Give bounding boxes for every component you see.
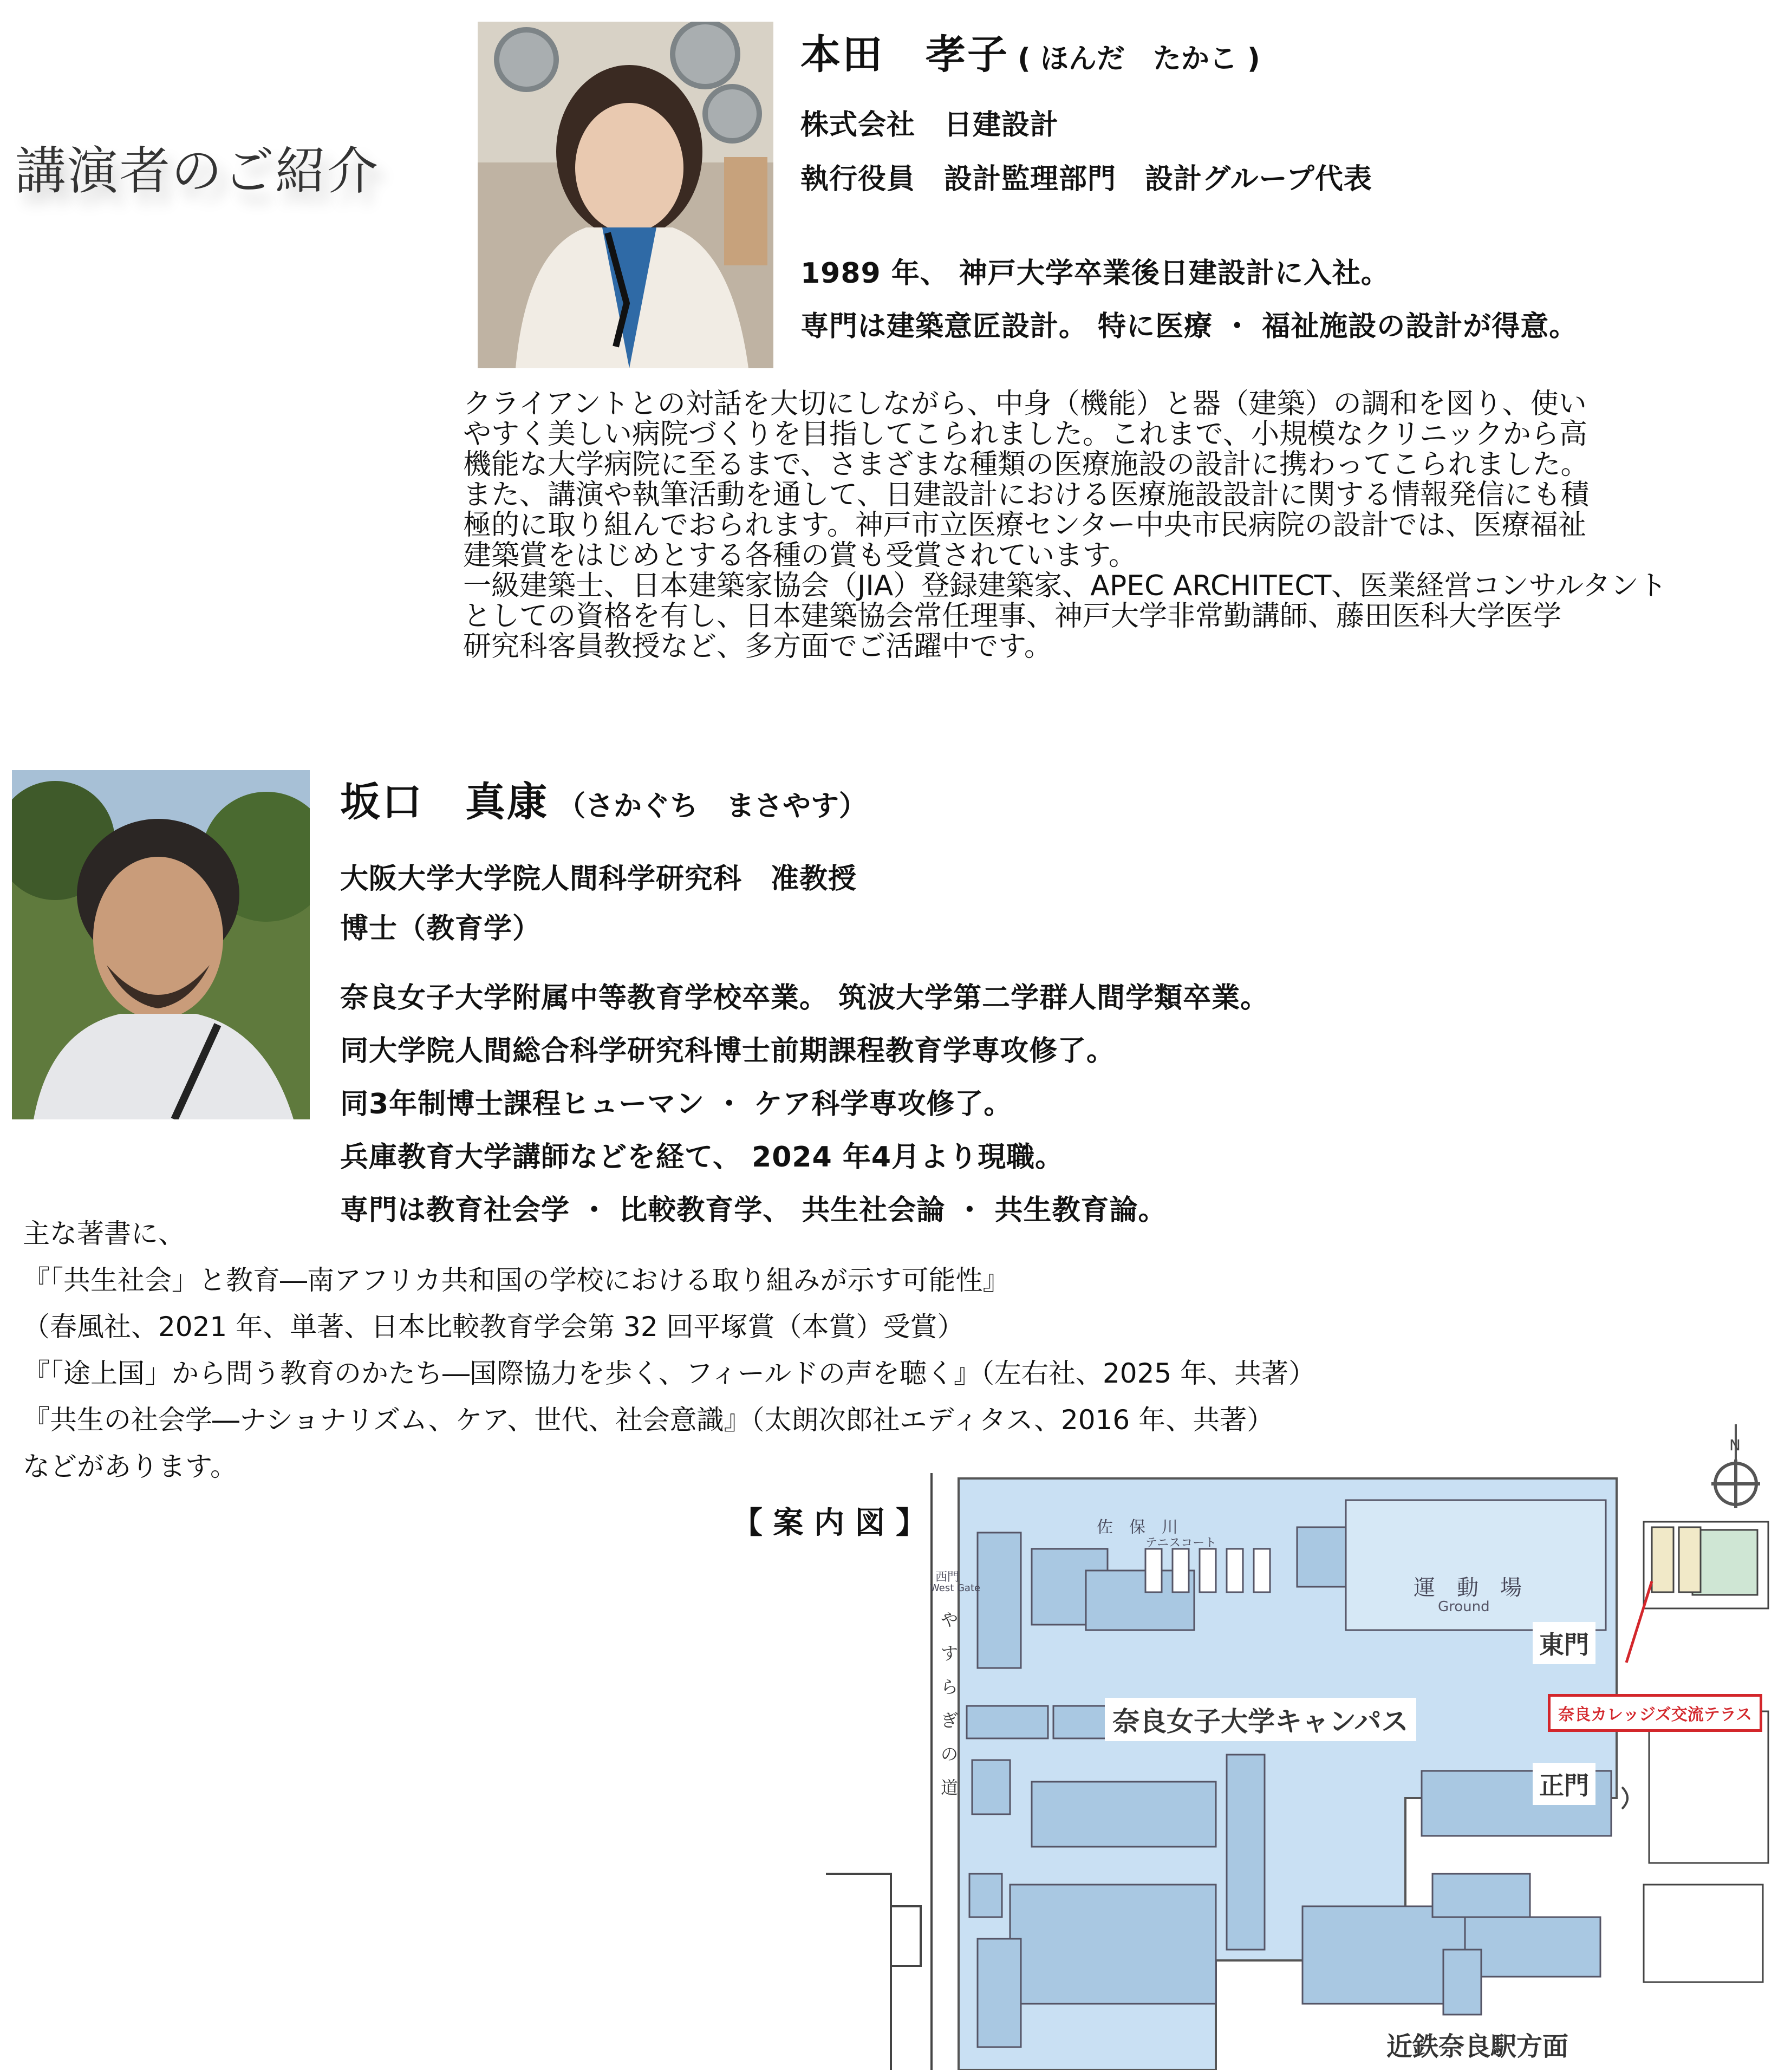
book-2: 『「途上国」から問う教育のかたち―国際協力を歩く、フィールドの声を聴く』（左右社、2025 年、共著） (23, 1358, 1316, 1389)
speaker1-org-line-1: 株式会社 日建設計 (800, 109, 1059, 141)
tennis-court-label: テニスコート (1145, 1536, 1217, 1550)
east-gate-label[interactable]: 東門 (1533, 1622, 1595, 1664)
speaker1-bio: クライアントとの対話を大切にしながら、中身（機能）と器（建築）の調和を図り、使い やすく美しい病院づくりを目指してこられました。これまで、小規模なクリニックから高 機能な大学病院に至るまで、さまざまな種類の医療施設の設計に携わってこられました。 また、講演や執筆活動を通して、日建設計における医療施設設計に関する情報発信にも積 極的に取り組んでおられます。神戸市立医療センター中央市民病院の設計では、医療福祉 建築賞をはじめとする各種の賞も受賞されています。 一級建築士、日本建築家協会（JIA）登録建築家、APEC ARCHITECT、医業経営コンサルタント としての資格を有し、日本建築協会常任理事、神戸大学非常勤講師、藤田医科大学医学 研究科客員教授など、多方面でご活躍中です。 (463, 388, 1667, 663)
speaker2-career-line-2: 同大学院人間総合科学研究科博士前期課程教育学専攻修了。 (340, 1035, 1116, 1067)
speaker1-kana: ( ほんだ たかこ ) (1018, 43, 1260, 75)
speaker2-career-line-3: 同3年制博士課程ヒューマン ・ ケア科学専攻修了。 (340, 1088, 1013, 1120)
speaker1-org-line-2: 執行役員 設計監理部門 設計グループ代表 (800, 163, 1372, 196)
speaker1-name-row (800, 23, 1260, 80)
speaker1-photo (478, 22, 773, 368)
speaker2-kana: （さかぐち まさやす） (557, 790, 868, 823)
speaker2-org-line-2: 博士（教育学） (340, 913, 542, 945)
map-title: 【 案 内 図 】 (732, 1506, 926, 1541)
speaker1-name: 本田 孝子 (800, 31, 1009, 78)
book-1-info: （春風社、2021 年、単著、日本比較教育学会第 32 回平塚賞（本賞）受賞） (23, 1311, 965, 1343)
ground-label-en: Ground (1438, 1599, 1490, 1615)
speaker2-portrait-image (12, 770, 310, 1119)
river-label: 佐 保 川 (1097, 1518, 1178, 1537)
north-label: N (1729, 1436, 1741, 1454)
book-3: 『共生の社会学―ナショナリズム、ケア、世代、社会意識』（太朗次郎社エディタス、2016 年、共著） (23, 1404, 1274, 1436)
book-1-title: 『「共生社会」と教育―南アフリカ共和国の学校における取り組みが示す可能性』 (23, 1265, 1010, 1296)
books-closing: などがあります。 (23, 1451, 237, 1482)
terrace-label[interactable]: 奈良カレッジズ交流テラス (1548, 1694, 1762, 1732)
books-intro: 主な著書に、 (23, 1218, 185, 1249)
ground-label: 運 動 場 (1414, 1575, 1522, 1600)
main-gate-label[interactable]: 正門 (1533, 1763, 1595, 1805)
speaker2-career-line-5: 専門は教育社会学 ・ 比較教育学、 共生社会論 ・ 共生教育論。 (340, 1194, 1167, 1227)
station-direction-label: 近鉄奈良駅方面 (1386, 2031, 1569, 2062)
speaker1-career-line-1: 1989 年、 神戸大学卒業後日建設計に入社。 (800, 257, 1390, 290)
west-gate-label: 西門 (935, 1571, 960, 1584)
west-gate-en: West Gate (930, 1582, 981, 1594)
speaker2-career-line-1: 奈良女子大学附属中等教育学校卒業。 筑波大学第二学群人間学類卒業。 (340, 982, 1269, 1014)
speaker1-portrait-image (478, 22, 773, 368)
campus-label: 奈良女子大学キャンパス (1105, 1698, 1416, 1741)
page-heading: 講演者のご紹介 (15, 142, 380, 201)
road-label: やすらぎの道 (941, 1610, 959, 1798)
campus-map (826, 1408, 1779, 2070)
speaker2-name: 坂口 真康 (340, 779, 549, 825)
speaker1-career-line-2: 専門は建築意匠設計。 特に医療 ・ 福祉施設の設計が得意。 (800, 310, 1578, 343)
speaker2-org-line-1: 大阪大学大学院人間科学研究科 准教授 (340, 863, 857, 895)
speaker2-career-line-4: 兵庫教育大学講師などを経て、 2024 年4月より現職。 (340, 1141, 1064, 1174)
speaker2-name-row (340, 770, 867, 828)
speaker2-photo (12, 770, 310, 1119)
